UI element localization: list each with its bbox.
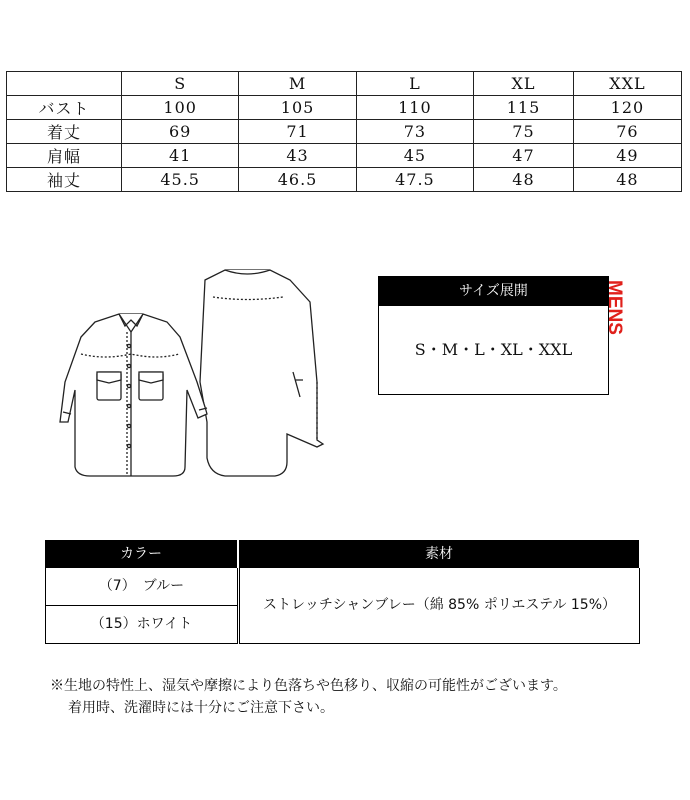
color-item: （15）ホワイト (46, 605, 237, 643)
row-label: 袖丈 (7, 168, 122, 192)
shirt-front-icon (60, 314, 207, 476)
size-cell: 47 (474, 144, 574, 168)
size-cell: 100 (122, 96, 239, 120)
size-row-bust (7, 96, 682, 120)
size-cell: 47.5 (356, 168, 473, 192)
material-value: ストレッチシャンブレー（綿 85% ポリエステル 15%） (239, 568, 640, 644)
size-cell: 45 (356, 144, 473, 168)
size-col-header: S (122, 72, 239, 96)
size-cell: 49 (573, 144, 681, 168)
size-cell: 46.5 (239, 168, 356, 192)
row-label: バスト (7, 96, 122, 120)
care-note-line: 着用時、洗濯時には十分にご注意下さい。 (68, 700, 334, 716)
size-cell: 41 (122, 144, 239, 168)
row-label: 着丈 (7, 120, 122, 144)
material-heading: 素材 (239, 540, 639, 568)
size-spread-box (378, 276, 609, 396)
care-note (50, 675, 670, 719)
size-cell: 71 (239, 120, 356, 144)
size-cell: 73 (356, 120, 473, 144)
color-list (45, 568, 238, 644)
shirt-front-back-illustration (55, 262, 325, 492)
size-cell: 76 (573, 120, 681, 144)
mens-badge-text: MENS (604, 280, 625, 335)
size-row-length (7, 120, 682, 144)
size-cell: 69 (122, 120, 239, 144)
size-cell: 45.5 (122, 168, 239, 192)
size-header-corner (7, 72, 122, 96)
size-cell: 110 (356, 96, 473, 120)
size-spread-heading: サイズ展開 (378, 276, 609, 306)
color-item: （7） ブルー (98, 578, 185, 594)
size-col-header: XL (474, 72, 574, 96)
size-cell: 75 (474, 120, 574, 144)
size-col-header: XXL (573, 72, 681, 96)
mens-badge (606, 278, 624, 360)
size-row-sleeve (7, 168, 682, 192)
care-note-line: ※生地の特性上、湿気や摩擦により色落ちや色移り、収縮の可能性がございます。 (50, 678, 567, 694)
row-label: 肩幅 (7, 144, 122, 168)
size-cell: 48 (573, 168, 681, 192)
size-cell: 48 (474, 168, 574, 192)
color-material-table (45, 540, 639, 644)
size-row-shoulder (7, 144, 682, 168)
size-cell: 115 (474, 96, 574, 120)
size-table (6, 71, 682, 192)
size-cell: 105 (239, 96, 356, 120)
color-heading: カラー (45, 540, 237, 568)
size-header-row (7, 72, 682, 96)
size-col-header: M (239, 72, 356, 96)
size-spread-sizes: S・M・L・XL・XXL (378, 306, 609, 395)
size-cell: 120 (573, 96, 681, 120)
shirt-back-icon (200, 270, 323, 476)
size-col-header: L (356, 72, 473, 96)
size-cell: 43 (239, 144, 356, 168)
